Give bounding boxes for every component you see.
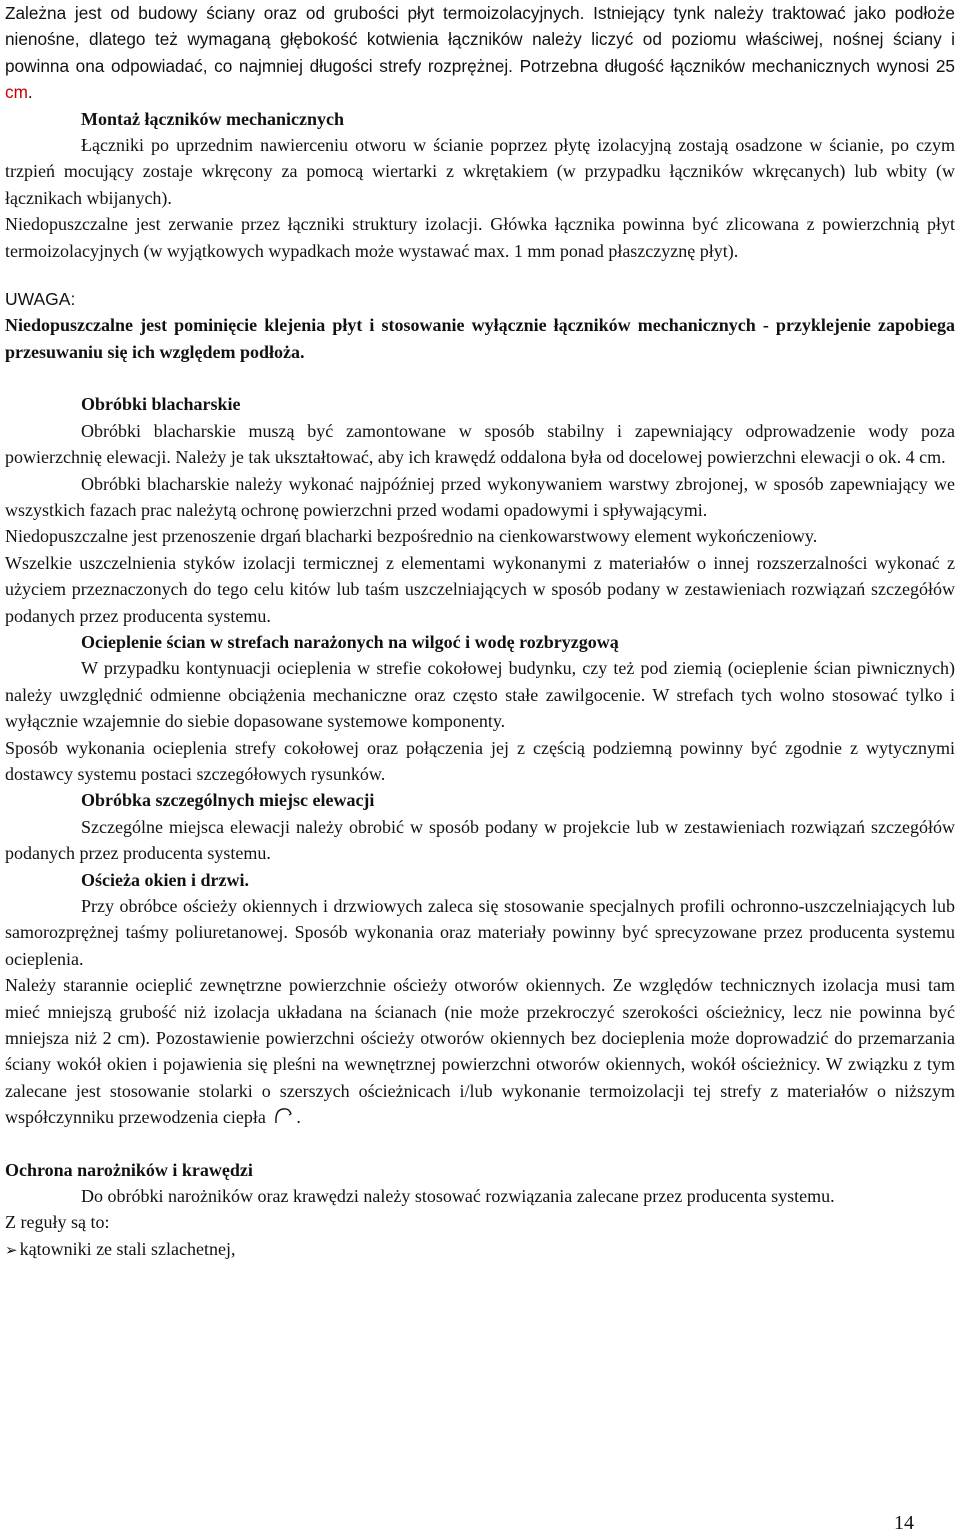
paragraph-ocieplenie-2: Sposób wykonania ocieplenia strefy cokołowej oraz połączenia jej z częścią podziemną powinny być zgodnie z wytycznymi dostawcy systemu postaci szczegółowych rysunków. xyxy=(5,737,955,784)
paragraph-osciez-2 xyxy=(5,972,955,1130)
heading-ochrona: Ochrona narożników i krawędzi xyxy=(5,1159,253,1180)
warning-label: UWAGA: xyxy=(5,289,76,310)
paragraph-obrobki-2: Obróbki blacharskie należy wykonać najpóźniej przed wykonywaniem warstwy zbrojonej, w sposób zapewniający we wszystkich fazach prac należytą ochronę powierzchni przed wodami opadowymi i spływającymi. xyxy=(5,473,955,520)
warning-text: Niedopuszczalne jest pominięcie klejenia płyt i stosowanie wyłącznie łączników mechanicznych - przyklejenie zapobiega przesuwaniu się ich względem podłoża. xyxy=(5,315,955,362)
paragraph-obrobki-3: Niedopuszczalne jest przenoszenie drgań blacharki bezpośrednio na cienkowarstwowy element wykończeniowy. xyxy=(5,526,818,547)
list-item-text: kątowniki ze stali szlachetnej, xyxy=(19,1238,236,1259)
paragraph-anchoring xyxy=(5,0,955,106)
paragraph-obrobki-4: Wszelkie uszczelnienia styków izolacji termicznej z elementami wykonanymi z materiałów o innej rozszerzalności wykonać z użyciem przeznaczonych do tego celu kitów lub taśm uszczelniających w sposób podany w zestawieniach rozwiązań szczegółów podanych przez producenta systemu. xyxy=(5,552,955,626)
paragraph-obrobki-1: Obróbki blacharskie muszą być zamontowane w sposób stabilny i zapewniający odprowadzenie wody poza powierzchnię elewacji. Należy je tak ukształtować, aby ich krawędź oddalona była od docelowej powierzchni elewacji o ok. 4 cm. xyxy=(5,420,955,468)
text-anchoring: Zależna jest od budowy ściany oraz od grubości płyt termoizolacyjnych. Istniejący tynk należy traktować jako podłoże nienośne, dlatego też wymaganą głębokość kotwienia łączników należy liczyć od poziomu właściwej, nośnej ściany i powinna ona odpowiadać, co najmniej długości strefy rozprężnej. Potrzebna długość łączników mechanicznych wynosi 25 xyxy=(5,3,955,76)
document-page xyxy=(5,0,955,1264)
list-item xyxy=(5,1236,955,1264)
text-osciez-2-end: . xyxy=(296,1107,301,1128)
heading-szczegolne: Obróbka szczególnych miejsc elewacji xyxy=(81,790,375,811)
paragraph-montaz: Łączniki po uprzednim nawierceniu otworu w ścianie poprzez płytę izolacyjną zostają osadzone w ścianie, po czym trzpień mocujący zostaje wkręcony za pomocą wiertarki z wkrętakiem (w przypadku łączników wkręcanych) lub wbity (w łącznikach wbijanych). xyxy=(5,135,955,208)
heading-ocieplenie: Ocieplenie ścian w strefach narażonych na wilgoć i wodę rozbryzgową xyxy=(81,631,619,652)
text-osciez-2: Należy starannie ocieplić zewnętrzne powierzchnie ościeży otworów okiennych. Ze względów technicznych izolacja musi tam mieć mniejszą grubość niż izolacja układana na ścianach (nie może przekroczyć szerokości ościeżnicy, lecz nie powinna być mniejsza niż 2 cm). Pozostawienie powierzchni ościeży otworów okiennych bez docieplenia może doprowadzić do przemarzania ściany wokół okien i pojawienia się pleśni na wewnętrznej powierzchni otworów okiennych, wokół ościeżnicy. W związku z tym zalecane jest stosowanie stolarki o szerszych ościeżnicach i/lub wykonanie termoizolacji tej strefy z materiałów o niższym współczynniku przewodzenia ciepła xyxy=(5,975,955,1128)
unit-cm: cm xyxy=(5,82,28,103)
heading-montaz: Montaż łączników mechanicznych xyxy=(81,108,344,129)
paragraph-szczegolne: Szczególne miejsca elewacji należy obrobić w sposób podany w projekcie lub w zestawieniach rozwiązań szczegółów podanych przez producenta systemu. xyxy=(5,816,955,864)
page-number: 14 xyxy=(894,1512,914,1534)
paragraph-zerwanie: Niedopuszczalne jest zerwanie przez łączniki struktury izolacji. Główka łącznika powinna być zlicowana z powierzchnią płyt termoizolacyjnych (w wyjątkowych wypadkach może wystawać max. 1 mm ponad płaszczyznę płyt). xyxy=(5,214,955,261)
paragraph-regula: Z reguły są to: xyxy=(5,1212,110,1233)
lambda-symbol-icon xyxy=(270,1105,296,1125)
text-anchoring-end: . xyxy=(27,82,33,103)
paragraph-ocieplenie-1: W przypadku kontynuacji ocieplenia w strefie cokołowej budynku, czy też pod ziemią (ocieplenie ścian piwnicznych) należy uwzględnić odmienne obciążenia mechaniczne oraz często stałe zawilgocenie. W strefach tych wolno stosować tylko i wyłącznie wzajemnie do siebie dopasowane systemowe komponenty. xyxy=(5,658,955,732)
heading-osciez: Ościeża okien i drzwi. xyxy=(81,869,249,890)
bullet-arrow-icon: ➢ xyxy=(5,1242,18,1259)
paragraph-osciez-1: Przy obróbce ościeży okiennych i drzwiowych zaleca się stosowanie specjalnych profili ochronno-uszczelniających lub samorozprężnej taśmy poliuretanowej. Sposób wykonania oraz materiały powinny być sprecyzowane przez producenta systemu ocieplenia. xyxy=(5,896,955,969)
paragraph-ochrona: Do obróbki narożników oraz krawędzi należy stosować rozwiązania zalecane przez producenta systemu. xyxy=(81,1186,835,1207)
heading-obrobki: Obróbki blacharskie xyxy=(81,394,241,415)
